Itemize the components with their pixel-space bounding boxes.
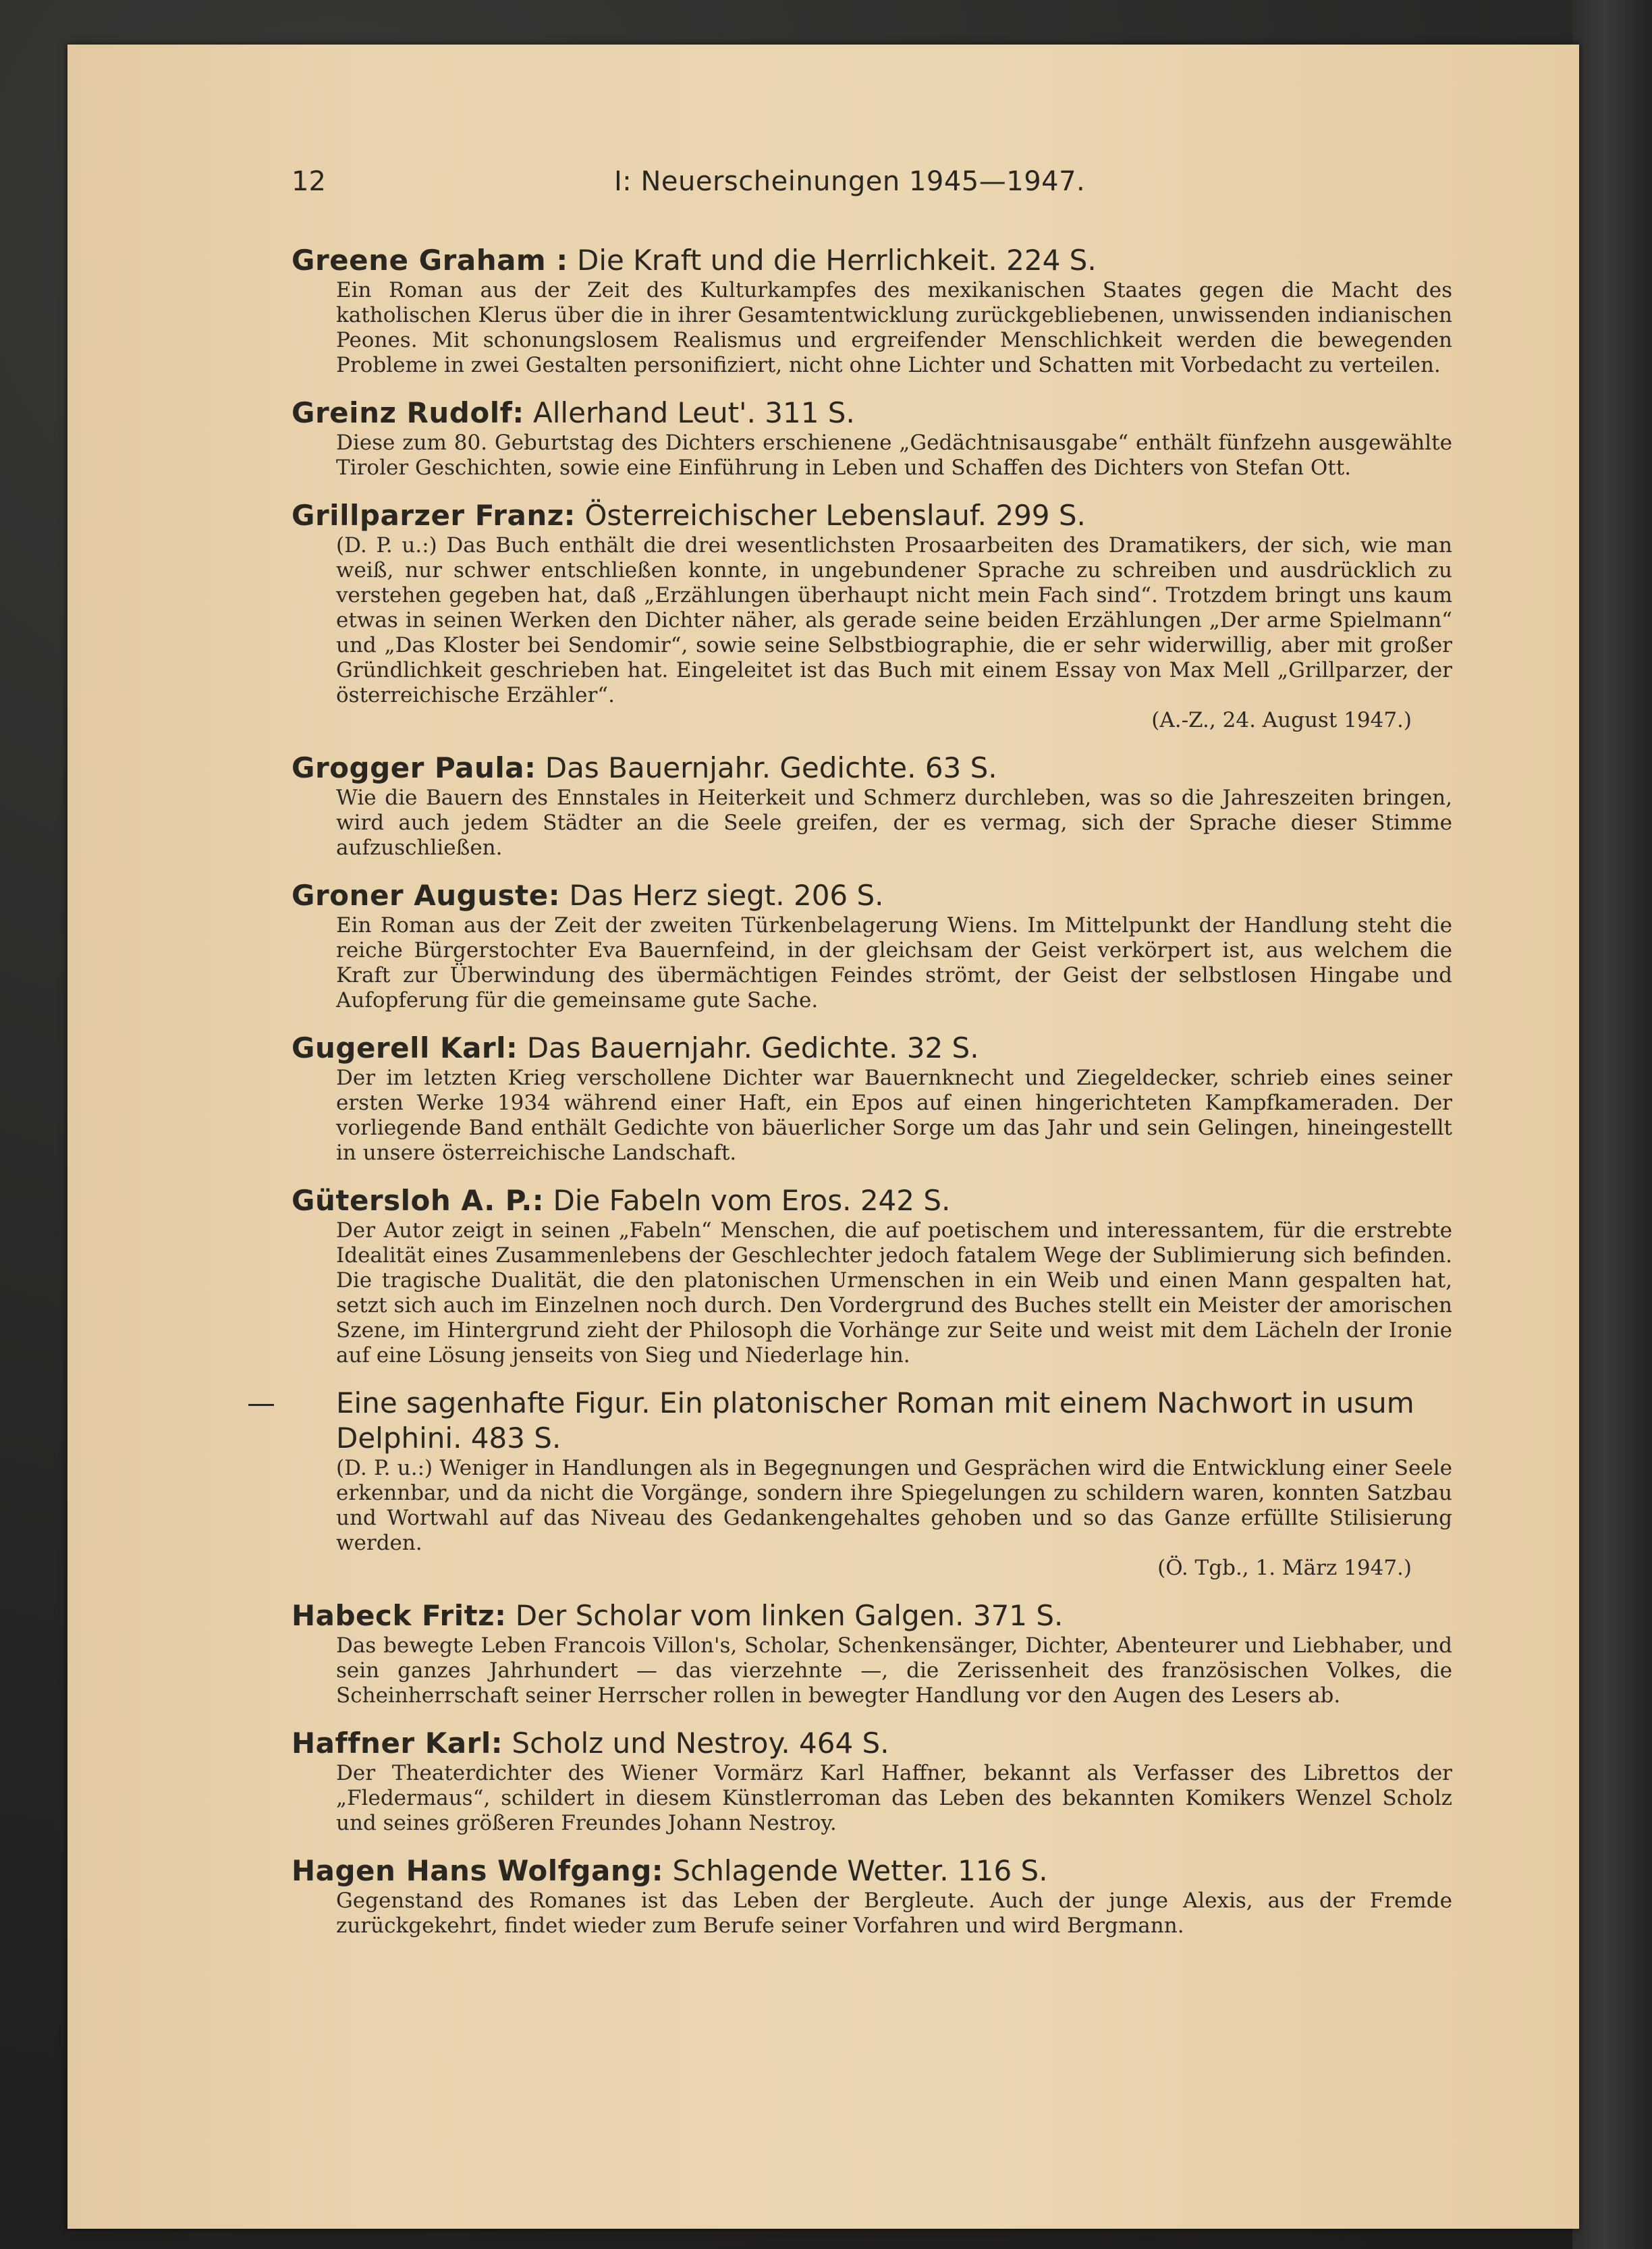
entry-description: Der im letzten Krieg verschollene Dichter war Bauernknecht und Ziegeldecker, schrieb eines seiner ersten Werke 1934 während einer Haft, ein Epos auf einen hingerichteten Kampfkameraden. Der vorliegende Band enthält Gedichte von bäuerlicher Sorge um das Jahr und sein Gelingen, hineingestellt in unsere österreichische Landschaft. (336, 1066, 1452, 1165)
entry-head (247, 1386, 1452, 1456)
entry-head (292, 1183, 1452, 1218)
entry-author: Grogger Paula: (292, 751, 536, 784)
entry-author: Grillparzer Franz: (292, 499, 576, 532)
running-title: I: Neuerscheinungen 1945—1947. (614, 166, 1086, 197)
entry-author: Gugerell Karl: (292, 1031, 518, 1064)
entry-haffner (292, 1726, 1452, 1836)
entry-title: Eine sagenhafte Figur. Ein platonischer Roman mit einem Nachwort in usum Delphini. 483 S. (336, 1386, 1414, 1455)
entry-title: Der Scholar vom linken Galgen. 371 S. (515, 1599, 1064, 1632)
entry-author: Groner Auguste: (292, 879, 560, 912)
entry-author: Greinz Rudolf: (292, 396, 524, 429)
entry-head (292, 396, 1452, 431)
entry-description: Diese zum 80. Geburtstag des Dichters erschienene „Gedächtnisausgabe“ enthält fünfzehn ausgewählte Tiroler Geschichten, sowie eine Einführung in Leben und Schaffen des Dichters von Stefan Ott. (336, 431, 1452, 480)
entry-author: Gütersloh A. P.: (292, 1184, 545, 1217)
entry-title: Das Bauernjahr. Gedichte. 63 S. (545, 751, 997, 784)
entry-head (292, 1031, 1452, 1066)
entry-head (292, 1853, 1452, 1889)
entry-list (247, 243, 1452, 1956)
entry-title: Die Kraft und die Herrlichkeit. 224 S. (576, 244, 1097, 277)
entry-description (336, 533, 1452, 733)
entry-head (292, 498, 1452, 533)
entry-description: Ein Roman aus der Zeit des Kulturkampfes des mexikanischen Staates gegen die Macht des katholischen Klerus über die in ihrer Gesamtentwicklung zurückgebliebenen, unwissenden indianischen Peones. Mit schonungslosem Realismus und ergreifender Menschlichkeit werden die bewegenden Probleme in zwei Gestalten personifiziert, nicht ohne Lichter und Schatten mit Vorbedacht zu verteilen. (336, 278, 1452, 377)
entry-title: Österreichischer Lebenslauf. 299 S. (584, 499, 1086, 532)
entry-habeck (292, 1598, 1452, 1708)
entry-description-text: (D. P. u.:) Das Buch enthält die drei wesentlichsten Prosaarbeiten des Dramatikers, der sich, wie man weiß, nur schwer entschließen konnte, in ungebundener Sprache zu schreiben und ausdrücklich zu verstehen gegeben hat, daß „Erzählungen überhaupt nicht mein Fach sind“. Trotzdem bringt uns kaum etwas in seinen Werken den Dichter näher, als gerade seine beiden Erzählungen „Der arme Spielmann“ und „Das Kloster bei Sendomir“, sowie seine Selbstbiographie, die er sehr widerwillig, aber mit großer Gründlichkeit geschrieben hat. Eingeleitet ist das Buch mit einem Essay von Max Mell „Grillparzer, der österreichische Erzähler“. (336, 533, 1452, 707)
entry-title: Das Bauernjahr. Gedichte. 32 S. (526, 1031, 979, 1064)
entry-greinz (292, 396, 1452, 481)
entry-greene (292, 243, 1452, 378)
entry-head (292, 1598, 1452, 1633)
entry-grogger (292, 751, 1452, 861)
entry-description: Der Autor zeigt in seinen „Fabeln“ Menschen, die auf poetischem und interessantem, für die erstrebte Idealität eines Zusammenlebens der Geschlechter jedoch fatalem Wege der Sublimierung sich befinden. Die tragische Dualität, die den platonischen Urmenschen in ein Weib und einen Mann gespalten hat, setzt sich auch im Einzelnen noch durch. Den Vordergrund des Buches stellt ein Meister der amorischen Szene, im Hintergrund zieht der Philosoph die Vorhänge zur Seite und weist mit dem Lächeln der Ironie auf eine Lösung jenseits von Sieg und Niederlage hin. (336, 1218, 1452, 1367)
entry-head (292, 243, 1452, 278)
entry-reference: (A.-Z., 24. August 1947.) (1151, 708, 1412, 732)
entry-groner (292, 878, 1452, 1013)
entry-hagen (292, 1853, 1452, 1939)
entry-description: Gegenstand des Romanes ist das Leben der Bergleute. Auch der junge Alexis, aus der Fremde zurückgekehrt, findet wieder zum Berufe seiner Vorfahren und wird Bergmann. (336, 1889, 1452, 1938)
entry-description: Der Theaterdichter des Wiener Vormärz Karl Haffner, bekannt als Verfasser des Librettos der „Fledermaus“, schildert in diesem Künstlerroman das Leben des bekannten Komikers Wenzel Scholz und seines größeren Freundes Johann Nestroy. (336, 1761, 1452, 1835)
book-edge (1572, 0, 1652, 2249)
entry-head (292, 751, 1452, 786)
running-head (292, 166, 1459, 200)
entry-title: Die Fabeln vom Eros. 242 S. (553, 1184, 951, 1217)
ditto-dash: — (247, 1386, 275, 1419)
entry-guetersloh-continued (247, 1386, 1452, 1581)
entry-title: Das Herz siegt. 206 S. (569, 879, 884, 912)
entry-author: Greene Graham : (292, 244, 568, 277)
entry-guetersloh (292, 1183, 1452, 1368)
entry-description (336, 1456, 1452, 1581)
entry-title: Schlagende Wetter. 116 S. (672, 1854, 1048, 1887)
entry-author: Haffner Karl: (292, 1727, 503, 1760)
entry-gugerell (292, 1031, 1452, 1166)
entry-reference: (Ö. Tgb., 1. März 1947.) (1157, 1556, 1412, 1580)
page-number: 12 (292, 166, 326, 197)
entry-grillparzer (292, 498, 1452, 733)
entry-description: Das bewegte Leben Francois Villon's, Scholar, Schenkensänger, Dichter, Abenteurer und Liebhaber, und sein ganzes Jahrhundert — das vierzehnte —, die Zerissenheit des französischen Volkes, die Scheinherrschaft seiner Herrscher rollen in bewegter Handlung vor den Augen des Lesers ab. (336, 1633, 1452, 1708)
entry-author: Hagen Hans Wolfgang: (292, 1854, 664, 1887)
entry-head (292, 1726, 1452, 1761)
entry-description-text: (D. P. u.:) Weniger in Handlungen als in Begegnungen und Gesprächen wird die Entwicklung einer Seele erkennbar, und da nicht die Vorgänge, sondern ihre Spiegelungen zu schildern waren, konnten Satzbau und Wortwahl auf das Niveau des Gedankengehaltes gehoben und so das Ganze erfüllte Stilisierung werden. (336, 1456, 1452, 1555)
entry-description: Wie die Bauern des Ennstales in Heiterkeit und Schmerz durchleben, was so die Jahreszeiten bringen, wird auch jedem Städter an die Seele greifen, der es vermag, sich der Sprache dieser Stimme aufzuschließen. (336, 786, 1452, 860)
entry-title: Allerhand Leut'. 311 S. (533, 396, 855, 429)
entry-author: Habeck Fritz: (292, 1599, 507, 1632)
entry-title: Scholz und Nestroy. 464 S. (512, 1727, 889, 1760)
entry-head (292, 878, 1452, 913)
entry-description: Ein Roman aus der Zeit der zweiten Türkenbelagerung Wiens. Im Mittelpunkt der Handlung steht die reiche Bürgerstochter Eva Bauernfeind, in der gleichsam der Geist verkörpert ist, aus welchem die Kraft zur Überwindung des übermächtigen Feindes strömt, der Geist der selbstlosen Hingabe und Aufopferung für die gemeinsame gute Sache. (336, 913, 1452, 1012)
